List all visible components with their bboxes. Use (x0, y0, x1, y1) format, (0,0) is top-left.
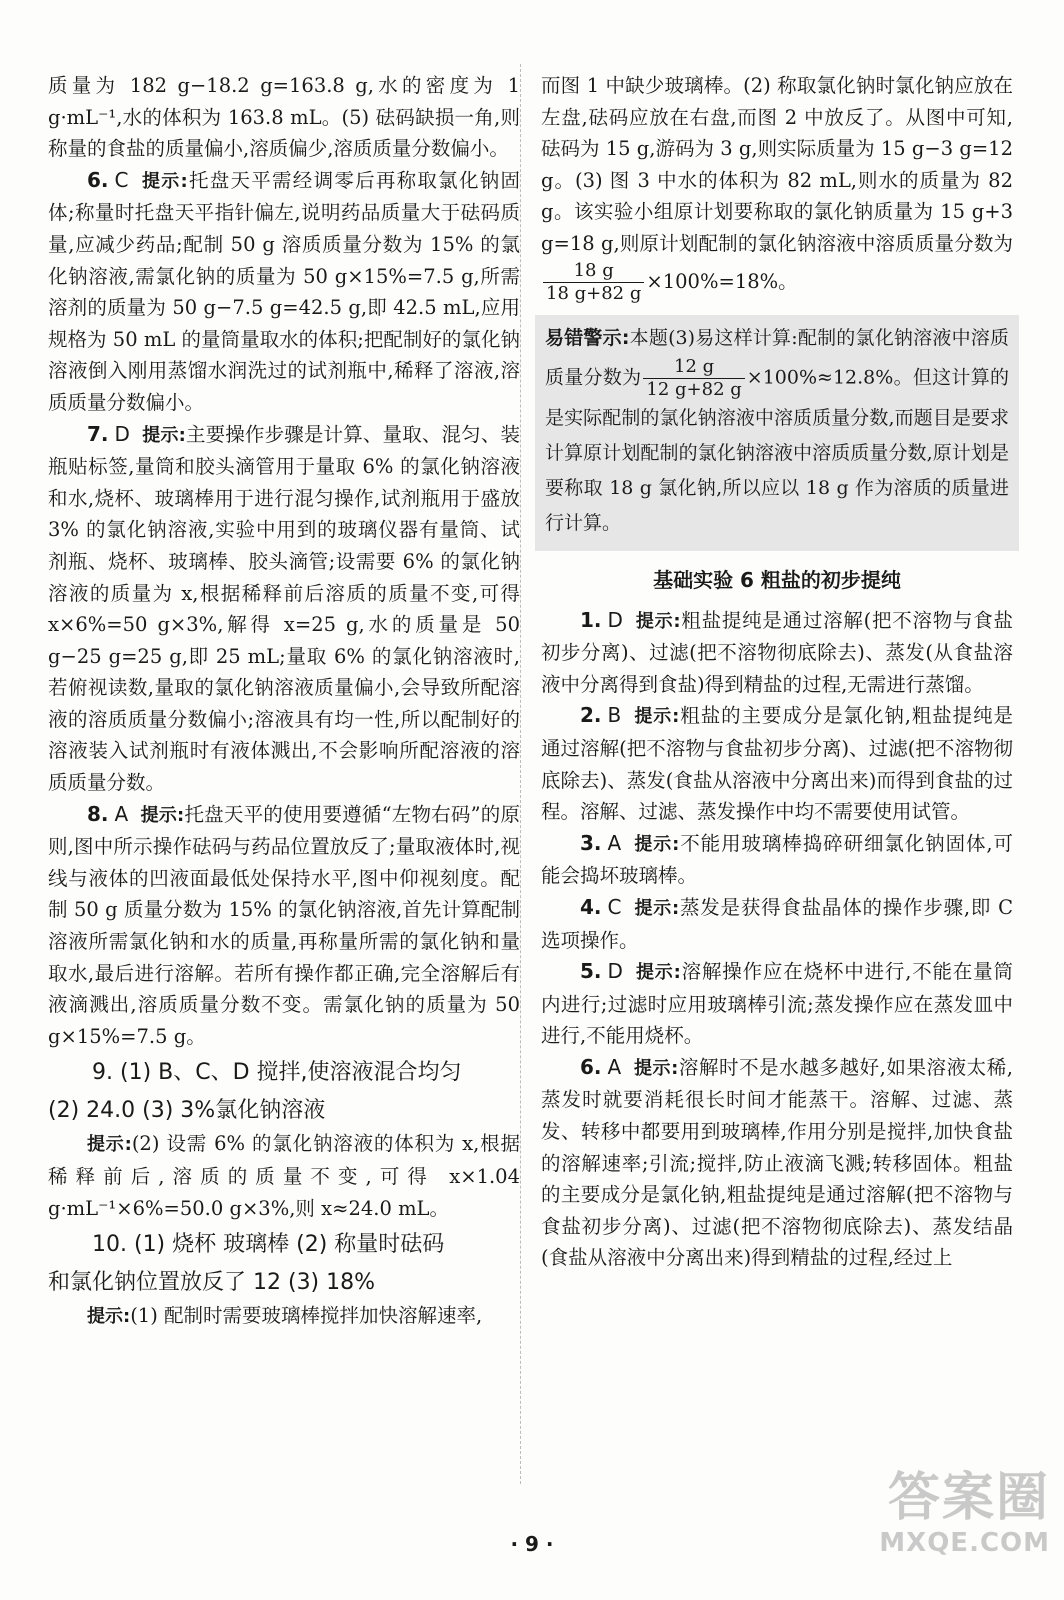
fraction-numerator: 18 g (543, 260, 644, 283)
item-number: 7. (87, 421, 109, 446)
item-answer: C (607, 894, 622, 919)
item-number: 8. (87, 801, 109, 826)
column-divider (520, 64, 521, 1484)
item-answer: D (607, 959, 623, 984)
hint-label: 提示: (634, 897, 680, 919)
item-answer: B (607, 703, 622, 728)
hint-label: 提示: (87, 1306, 131, 1328)
hint-text: 粗盐提纯是通过溶解(把不溶物与食盐初步分离)、过滤(把不溶物彻底除去)、蒸发(从食盐溶液中分离得到食盐)得到精盐的过程,无需进行蒸馏。 (541, 608, 1014, 696)
hint-label: 提示: (140, 804, 185, 826)
fraction-denominator: 18 g+82 g (546, 282, 642, 304)
hint-text: 蒸发是获得食盐晶体的操作步骤,即 C 选项操作。 (541, 895, 1013, 952)
paragraph-continued (541, 70, 1013, 305)
answer-item-10-line2: 和氯化钠位置放反了 12 (3) 18% (48, 1270, 376, 1296)
answer-item-1 (541, 605, 1013, 701)
answer-item-4 (541, 892, 1013, 956)
hint-label: 提示: (634, 706, 680, 728)
item-number: 6. (580, 1054, 602, 1079)
warning-label: 易错警示: (545, 326, 630, 349)
warning-text-continued: ×100%≈12.8%。但这计算的是实际配制的氯化钠溶液中溶质质量分数,而题目是要求计算原计划配制的氯化钠溶液中溶质质量分数,原计划是要称取 18 g 氯化钠,所以应以 18 g 作为溶质的质量进行计算。 (545, 366, 1009, 534)
watermark (879, 1468, 1050, 1558)
answer-item-5 (541, 956, 1013, 1052)
answer-item-10-line1: 10. (1) 烧杯 玻璃棒 (2) 称量时砝码 (92, 1232, 445, 1258)
item-number: 2. (580, 703, 602, 728)
hint-text: 溶解时不是水越多越好,如果溶液太稀,蒸发时就要消耗很长时间才能蒸干。溶解、过滤、蒸发、转移中都要用到玻璃棒,作用分别是搅拌,加快食盐的溶解速率;引流;搅拌,防止液滴飞溅;转移固体。粗盐的主要成分是氯化钠,粗盐提纯是通过溶解(把不溶物与食盐初步分离)、过滤(把不溶物彻底除去)、蒸发结晶(食盐从溶液中分离出来)得到精盐的过程,经过上 (541, 1055, 1013, 1270)
hint-text: (2) 设需 6% 的氯化钠溶液的体积为 x,根据稀释前后,溶质的质量不变,可得 x×1.04 g·mL⁻¹×6%=50.0 g×3%,则 x≈24.0 mL。 (48, 1132, 520, 1220)
paragraph-continued: 质量为 182 g−18.2 g=163.8 g,水的密度为 1 g·mL⁻¹,水的体积为 163.8 mL。(5) 砝码缺损一角,则称量的食盐的质量偏小,溶质偏少,溶质质量分数偏小。 (48, 74, 520, 161)
fraction (543, 260, 644, 305)
fraction (643, 356, 744, 401)
answer-item-9-line2: (2) 24.0 (3) 3%氯化钠溶液 (48, 1098, 326, 1124)
watermark-logo: 答案圈 (887, 1468, 1050, 1528)
hint-text: (1) 配制时需要玻璃棒搅拌加快溶解速率, (130, 1304, 483, 1328)
text-after-fraction: ×100%=18%。 (646, 269, 798, 293)
fraction-denominator: 12 g+82 g (646, 378, 742, 400)
watermark-url: MXQE.COM (879, 1528, 1050, 1558)
answer-item-6 (48, 165, 520, 419)
hint-label: 提示: (635, 962, 681, 984)
answer-item-10-hint (48, 1300, 520, 1333)
common-mistake-box (535, 315, 1019, 551)
item-number: 1. (580, 607, 602, 632)
item-number: 3. (580, 830, 602, 855)
item-number: 6. (87, 167, 109, 192)
answer-item-9-hint (48, 1128, 520, 1224)
hint-label: 提示: (142, 424, 186, 446)
item-answer: A (114, 801, 129, 826)
item-answer: D (114, 421, 130, 446)
item-answer: D (607, 607, 623, 632)
text-before-fraction: 而图 1 中缺少玻璃棒。(2) 称取氯化钠时氯化钠应放在左盘,砝码应放在右盘,而图 2 中放反了。从图中可知,砝码为 15 g,游码为 3 g,则实际质量为 15 g−3 g=12 g。(3) 图 3 中水的体积为 82 mL,则水的质量为 82 g。该实验小组原计划要称取的氯化钠质量为 15 g+3 g=18 g,则原计划配制的氯化钠溶液中溶质质量分数为 (541, 74, 1013, 255)
item-number: 5. (580, 959, 602, 984)
warning-text: 本题(3)易这样计算:配制的氯化钠溶液中溶质质量分数为 (545, 326, 1009, 389)
hint-label: 提示: (634, 833, 680, 855)
hint-text: 托盘天平需经调零后再称取氯化钠固体;称量时托盘天平指针偏左,说明药品质量大于砝码质量,应减少药品;配制 50 g 溶质质量分数为 15% 的氯化钠溶液,需氯化钠的质量为 50 g×15%=7.5 g,所需溶剂的质量为 50 g−7.5 g=42.5 g,即 42.5 mL,应用规格为 50 mL 的量筒量取水的体积;把配制好的氯化钠溶液倒入刚用蒸馏水润洗过的试剂瓶中,稀释了溶液,溶质质量分数偏小。 (48, 168, 520, 414)
answer-item-9-line1: 9. (1) B、C、D 搅拌,使溶液混合均匀 (92, 1060, 462, 1086)
section-title: 基础实验 6 粗盐的初步提纯 (653, 567, 901, 592)
answer-item-2 (541, 700, 1013, 827)
hint-label: 提示: (87, 1134, 132, 1156)
item-answer: A (607, 1054, 622, 1079)
hint-text: 不能用玻璃棒捣碎研细氯化钠固体,可能会捣坏玻璃棒。 (541, 831, 1014, 888)
right-column (541, 70, 1013, 1274)
answer-item-3 (541, 828, 1013, 892)
answer-item-6 (541, 1052, 1013, 1274)
hint-text: 主要操作步骤是计算、量取、混匀、装瓶贴标签,量筒和胶头滴管用于量取 6% 的氯化钠溶液和水,烧杯、玻璃棒用于进行混匀操作,试剂瓶用于盛放 3% 的氯化钠溶液,实验中用到的玻璃仪器有量筒、试剂瓶、烧杯、玻璃棒、胶头滴管;设需要 6% 的氯化钠溶液的质量为 x,根据稀释前后溶质的质量不变,可得 x×6%=50 g×3%,解得 x=25 g,水的质量是 50 g−25 g=25 g,即 25 mL;量取 6% 的氯化钠溶液时,若俯视读数,量取的氯化钠溶液质量偏小,会导致所配溶液的溶质质量分数偏小;溶液具有均一性,所以配制好的溶液装入试剂瓶时有液体溅出,不会影响所配溶液的溶质质量分数。 (48, 422, 520, 795)
item-answer: A (607, 830, 622, 855)
answer-item-7 (48, 419, 520, 799)
hint-text: 粗盐的主要成分是氯化钠,粗盐提纯是通过溶解(把不溶物与食盐初步分离)、过滤(把不溶物彻底除去)、蒸发(食盐从溶液中分离出来)而得到食盐的过程。溶解、过滤、蒸发操作中均不需要使用试管。 (541, 704, 1013, 824)
left-column (48, 70, 520, 1333)
item-number: 4. (580, 894, 602, 919)
answer-item-8 (48, 799, 520, 1053)
fraction-numerator: 12 g (643, 356, 744, 379)
hint-text: 溶解操作应在烧杯中进行,不能在量筒内进行;过滤时应用玻璃棒引流;蒸发操作应在蒸发皿中进行,不能用烧杯。 (541, 960, 1014, 1048)
hint-label: 提示: (635, 610, 681, 632)
item-answer: C (114, 167, 129, 192)
page-number: · 9 · (510, 1532, 554, 1556)
hint-text: 托盘天平的使用要遵循“左物右码”的原则,图中所示操作砝码与药品位置放反了;量取液体时,视线与液体的凹液面最低处保持水平,图中仰视刻度。配制 50 g 质量分数为 15% 的氯化钠溶液,首先计算配制溶液所需氯化钠和水的质量,再称量所需的氯化钠和量取水,最后进行溶解。若所有操作都正确,完全溶解后有液滴溅出,溶质质量分数不变。需氯化钠的质量为 50 g×15%=7.5 g。 (48, 802, 520, 1048)
hint-label: 提示: (633, 1057, 679, 1079)
hint-label: 提示: (141, 170, 188, 192)
